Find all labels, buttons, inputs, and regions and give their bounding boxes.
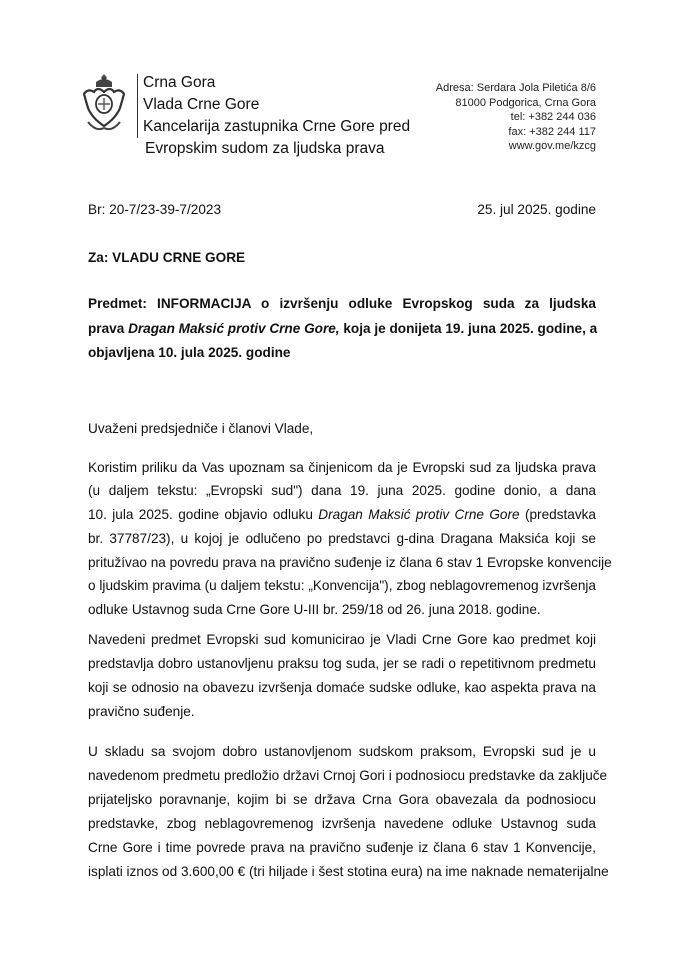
reference-number: Br: 20-7/23-39-7/2023	[88, 202, 222, 217]
paragraph-line: (u daljem tekstu: „Evropski sud") dana 19. juna 2025. godine donio, a dana	[88, 483, 596, 498]
letterhead-line: Crna Gora	[143, 74, 216, 91]
subject-label: Predmet:	[88, 296, 147, 311]
subject-line	[88, 296, 596, 311]
paragraph-line	[88, 507, 596, 522]
website: www.gov.me/kzcg	[508, 140, 596, 152]
subject-line	[88, 321, 596, 336]
subject-text: INFORMACIJA o izvršenju odluke Evropskog suda za ljudska	[157, 296, 596, 311]
salutation: Uvaženi predsjedniče i članovi Vlade,	[88, 421, 314, 436]
address-line: 81000 Podgorica, Crna Gora	[455, 96, 596, 109]
letterhead-line: Kancelarija zastupnika Crne Gore pred	[143, 118, 411, 135]
paragraph-line: odluke Ustavnog suda Crne Gore U-III br. 259/18 od 26. juna 2018. godine.	[88, 602, 541, 617]
fax: fax: +382 244 117	[508, 125, 596, 138]
paragraph-line: pritužívao na povredu prava na pravično suđenje iz člana 6 stav 1 Evropske konvencije	[88, 555, 612, 570]
coat-of-arms-logo	[78, 72, 130, 136]
paragraph-line: Crne Gore i time povrede prava na pravično suđenje iz člana 6 stav 1 Konvencije,	[88, 840, 596, 855]
paragraph-line: prijateljsko poravnanje, kojim bi se država Crna Gora obavezala da podnosiocu	[88, 792, 596, 807]
letterhead-line: Vlada Crne Gore	[143, 96, 260, 113]
address-line: Adresa: Serdara Jola Piletića 8/6	[435, 82, 596, 94]
paragraph-line: Navedeni predmet Evropski sud komunicirao je Vladi Crne Gore kao predmet koji	[88, 632, 596, 647]
subject-line: objavljena 10. jula 2025. godine	[88, 345, 291, 360]
subject-text: prava	[88, 321, 129, 336]
paragraph-line: koji se odnosio na obavezu izvršenja domaće sudske odluke, kao aspekta prava na	[88, 680, 596, 695]
letterhead-line: Evropskim sudom za ljudska prava	[145, 140, 385, 157]
text: (predstavka	[519, 507, 596, 522]
address-block	[436, 81, 596, 154]
paragraph-line: isplati iznos od 3.600,00 € (tri hiljade i šest stotina eura) na ime naknade nematerijalne	[88, 864, 609, 879]
case-name: Dragan Maksić protiv Crne Gore,	[128, 321, 340, 336]
paragraph-line: pravično suđenje.	[88, 704, 195, 719]
paragraph-line: o ljudskim pravima (u daljem tekstu: „Konvencija"), zbog neblagovremenog izvršenja	[88, 578, 596, 593]
text: 10. jula 2025. godine objavio odluku	[88, 507, 319, 522]
paragraph-line: Koristim priliku da Vas upoznam sa činjenicom da je Evropski sud za ljudska prava	[88, 460, 596, 475]
paragraph-line: predstavlja dobro ustanovljenu praksu tog suda, jer se radi o repetitivnom predmetu	[88, 656, 596, 671]
subject-text: koja je donijeta 19. juna 2025. godine, a	[339, 321, 598, 336]
phone: tel: +382 244 036	[510, 111, 596, 123]
paragraph-line: U skladu sa svojom dobro ustanovljenom sudskom praksom, Evropski sud je u	[88, 744, 596, 759]
letterhead-text	[143, 72, 410, 160]
letterhead-divider	[137, 74, 138, 138]
case-name: Dragan Maksić protiv Crne Gore	[318, 507, 520, 522]
recipient: Za: VLADU CRNE GORE	[88, 250, 246, 265]
paragraph-line: navedenom predmetu predložio državi Crnoj Gori i podnosiocu predstavke da zaključe	[88, 768, 608, 783]
letter-date: 25. jul 2025. godine	[477, 202, 596, 217]
paragraph-line: predstavke, zbog neblagovremenog izvršenja navedene odluke Ustavnog suda	[88, 816, 596, 831]
paragraph-line: br. 37787/23), u kojoj je odlučeno po predstavci g-dina Dragana Maksića koji se	[88, 531, 596, 546]
